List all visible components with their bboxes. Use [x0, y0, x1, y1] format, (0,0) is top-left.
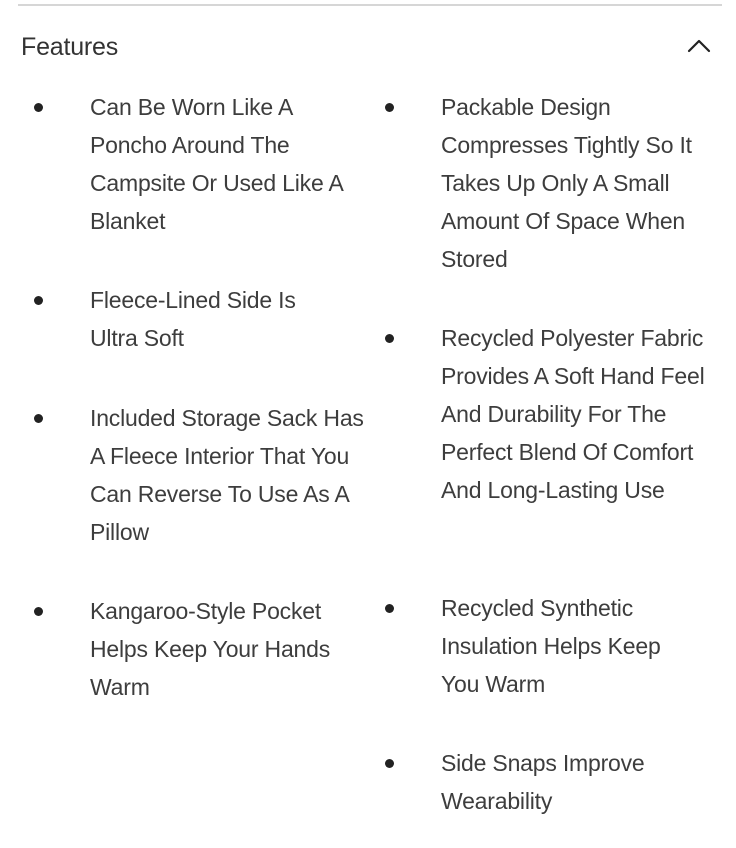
feature-item	[90, 281, 370, 357]
bullet-icon	[34, 296, 43, 305]
feature-item	[441, 319, 726, 509]
feature-text: Recycled Polyester Fabric Provides A Soft Hand Feel And Durability For The Perfect Blend Of Comfort And Long-Lasting Use	[441, 325, 705, 503]
feature-text: Included Storage Sack Has A Fleece Interior That You Can Reverse To Use As A Pillow	[90, 405, 364, 545]
feature-item	[90, 592, 370, 706]
chevron-up-icon[interactable]	[686, 36, 712, 54]
section-title: Features	[21, 33, 119, 61]
feature-item	[90, 88, 370, 240]
feature-text: Can Be Worn Like A Poncho Around The Campsite Or Used Like A Blanket	[90, 94, 343, 234]
feature-text: Kangaroo-Style Pocket Helps Keep Your Hands Warm	[90, 598, 331, 700]
features-accordion-header[interactable]	[0, 6, 736, 88]
bullet-icon	[385, 334, 394, 343]
feature-item	[441, 589, 726, 703]
feature-item	[441, 744, 726, 820]
feature-item	[90, 399, 370, 551]
bullet-icon	[385, 604, 394, 613]
feature-text: Packable Design Compresses Tightly So It Takes Up Only A Small Amount Of Space When Stored	[441, 94, 692, 272]
bullet-icon	[34, 103, 43, 112]
bullet-icon	[34, 607, 43, 616]
feature-text: Fleece-Lined Side Is Ultra Soft	[90, 287, 296, 351]
feature-text: Side Snaps Improve Wearability	[441, 750, 645, 814]
feature-item	[441, 88, 726, 278]
bullet-icon	[385, 759, 394, 768]
bullet-icon	[385, 103, 394, 112]
bullet-icon	[34, 414, 43, 423]
feature-text: Recycled Synthetic Insulation Helps Keep You Warm	[441, 595, 661, 697]
